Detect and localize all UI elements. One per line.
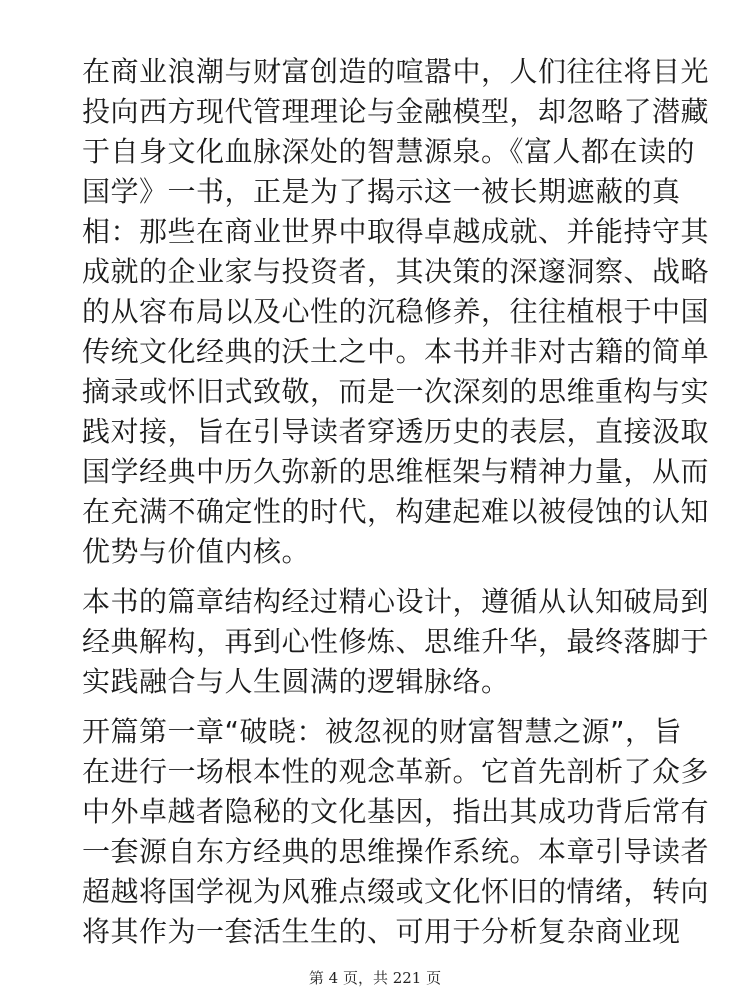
page-body [82, 52, 710, 962]
text-line: 的从容布局以及心性的沉稳修养，往往植根于中国 [82, 295, 710, 328]
text-line: 传统文化经典的沃土之中。本书并非对古籍的简单 [82, 335, 710, 368]
text-line: 开篇第一章“破晓：被忽视的财富智慧之源”，旨 [82, 715, 683, 748]
text-line: 摘录或怀旧式致敬，而是一次深刻的思维重构与实 [82, 375, 710, 408]
text-line: 于自身文化血脉深处的智慧源泉。《富人都在读的 [82, 135, 696, 168]
text-line: 在商业浪潮与财富创造的喧嚣中，人们往往将目光 [82, 55, 710, 88]
text-line: 中外卓越者隐秘的文化基因，指出其成功背后常有 [82, 795, 710, 828]
text-line: 在充满不确定性的时代，构建起难以被侵蚀的认知 [82, 495, 710, 528]
text-line: 国学》一书，正是为了揭示这一被长期遮蔽的真 [82, 175, 681, 208]
text-line: 本书的篇章结构经过精心设计，遵循从认知破局到 [82, 585, 710, 618]
paragraph-intro [82, 52, 710, 572]
paragraph-structure [82, 582, 710, 702]
text-line: 成就的企业家与投资者，其决策的深邃洞察、战略 [82, 255, 710, 288]
text-line: 践对接，旨在引导读者穿透历史的表层，直接汲取 [82, 415, 710, 448]
text-line: 优势与价值内核。 [82, 535, 311, 568]
paragraph-chapter-one [82, 712, 710, 952]
text-line: 将其作为一套活生生的、可用于分析复杂商业现 [82, 915, 681, 948]
text-line: 经典解构，再到心性修炼、思维升华，最终落脚于 [82, 625, 710, 658]
text-line: 实践融合与人生圆满的逻辑脉络。 [82, 665, 510, 698]
page-number-footer: 第 4 页，共 221 页 [308, 969, 442, 987]
text-line: 投向西方现代管理理论与金融模型，却忽略了潜藏 [82, 95, 710, 128]
text-line: 一套源自东方经典的思维操作系统。本章引导读者 [82, 835, 710, 868]
text-line: 超越将国学视为风雅点缀或文化怀旧的情绪，转向 [82, 875, 710, 908]
text-line: 国学经典中历久弥新的思维框架与精神力量，从而 [82, 455, 710, 488]
text-line: 在进行一场根本性的观念革新。它首先剖析了众多 [82, 755, 710, 788]
text-line: 相：那些在商业世界中取得卓越成就、并能持守其 [82, 215, 710, 248]
